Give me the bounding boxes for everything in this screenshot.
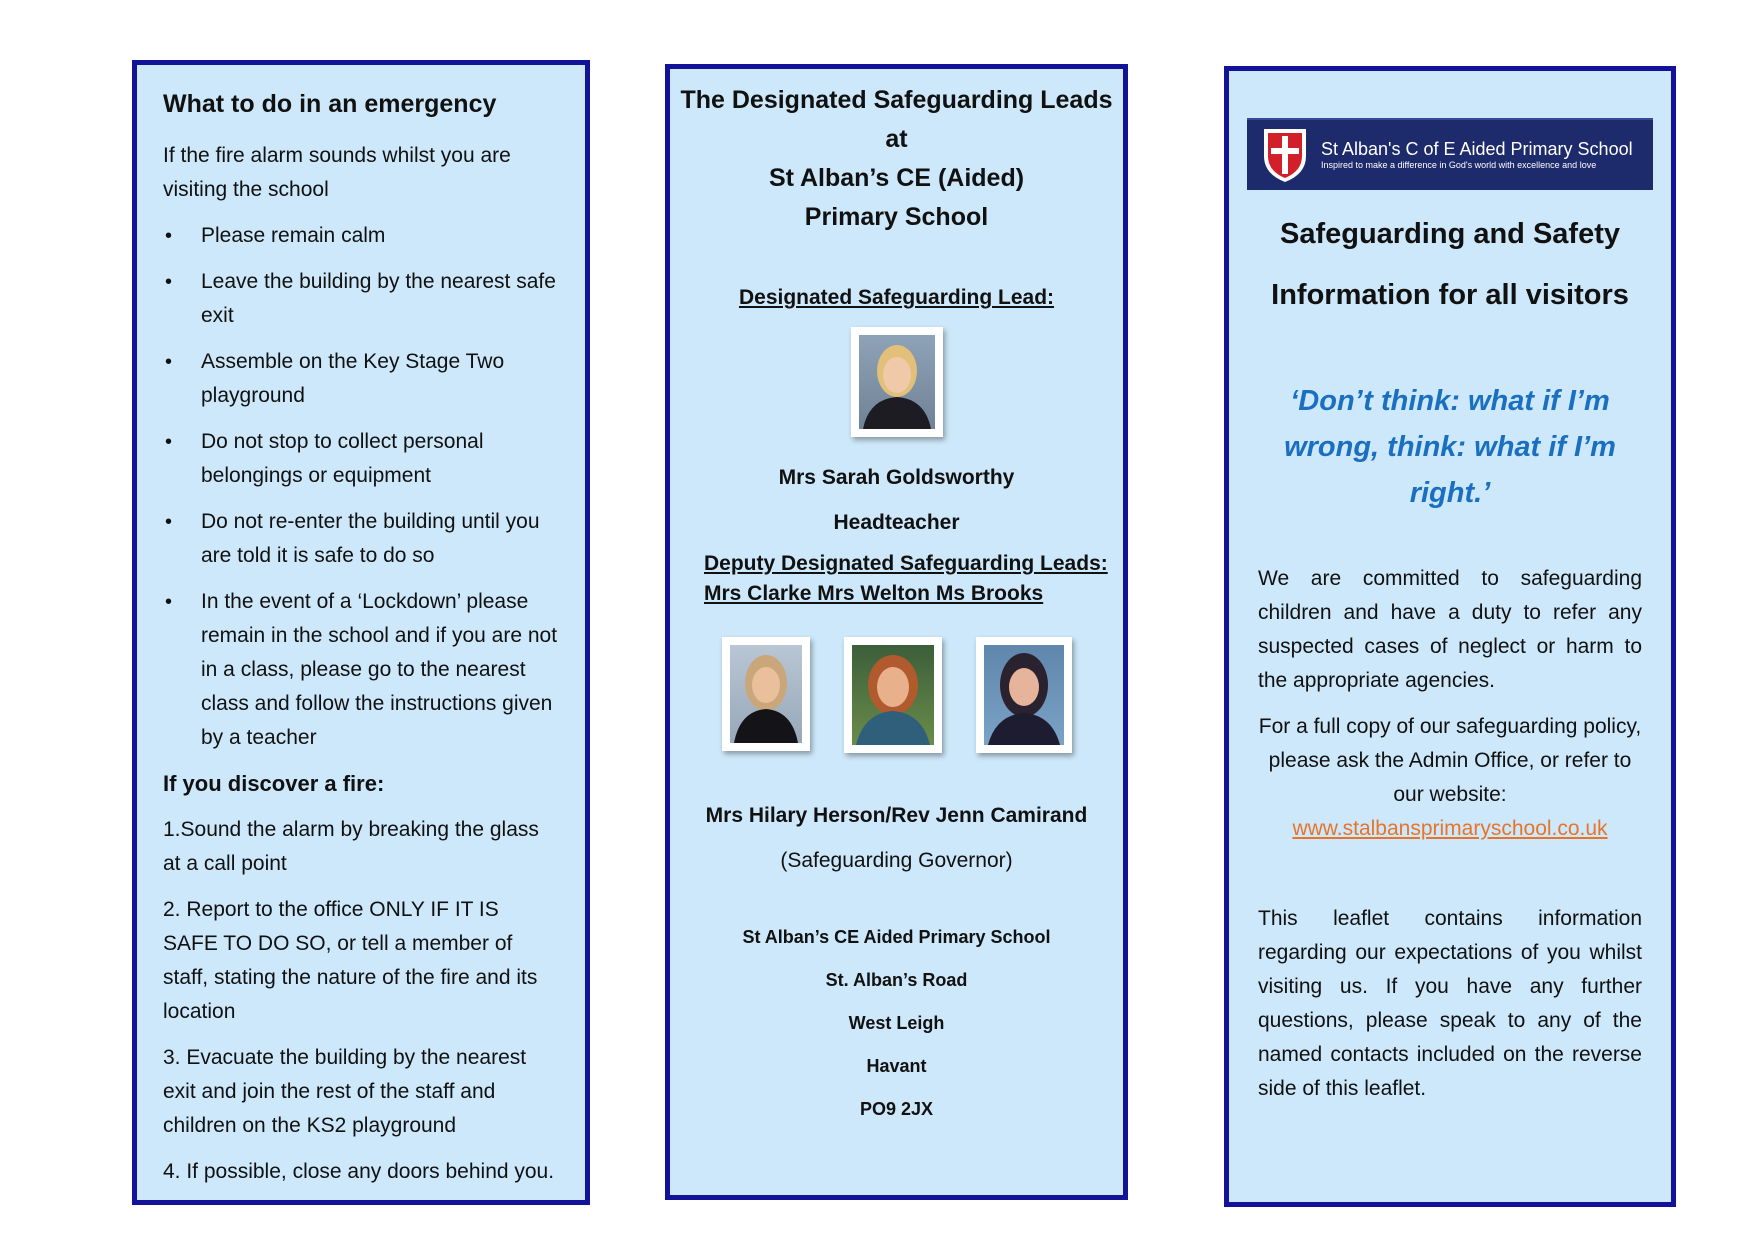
bullet-icon: • bbox=[165, 271, 173, 293]
portrait-icon bbox=[730, 645, 802, 743]
logo-school-name: St Alban's C of E Aided Primary School bbox=[1321, 139, 1633, 159]
list-item: • Please remain calm bbox=[163, 219, 559, 253]
list-item: • Do not re-enter the building until you are told it is safe to do so bbox=[163, 505, 559, 573]
bullet-icon: • bbox=[165, 225, 173, 247]
deputy-photo bbox=[976, 637, 1072, 753]
address-line: St Alban’s CE Aided Primary School bbox=[742, 927, 1051, 947]
leads-title-line: at bbox=[885, 125, 908, 153]
list-item: • Assemble on the Key Stage Two playground bbox=[163, 345, 559, 413]
leads-title-line: The Designated Safeguarding Leads bbox=[680, 86, 1113, 114]
fire-step: 1.Sound the alarm by breaking the glass at a call point bbox=[163, 818, 539, 875]
commitment-text: We are committed to safeguarding children and have a duty to refer any suspected cases of neglect or harm to the appropriate agencies. bbox=[1258, 567, 1642, 692]
shield-icon bbox=[1261, 126, 1309, 184]
leads-panel bbox=[665, 64, 1128, 1200]
governor-role: (Safeguarding Governor) bbox=[780, 849, 1013, 872]
fire-step: 3. Evacuate the building by the nearest exit and join the rest of the staff and children on the KS2 playground bbox=[163, 1046, 527, 1137]
school-logo bbox=[1247, 118, 1653, 190]
fire-step: 4. If possible, close any doors behind you. bbox=[163, 1160, 555, 1183]
deputy-names: Mrs Clarke Mrs Welton Ms Brooks bbox=[704, 582, 1044, 605]
list-item: • Leave the building by the nearest safe exit bbox=[163, 265, 559, 333]
address-line: Havant bbox=[866, 1056, 927, 1076]
dsl-heading: Designated Safeguarding Lead: bbox=[738, 286, 1055, 309]
cover-panel bbox=[1224, 66, 1676, 1207]
list-item: • In the event of a ‘Lockdown’ please remain in the school and if you are not in a class, please go to the nearest class and follow the instructions given by a teacher bbox=[163, 585, 559, 755]
portrait-icon bbox=[859, 335, 935, 429]
bullet-icon: • bbox=[165, 511, 173, 533]
fire-heading: If you discover a fire: bbox=[163, 771, 385, 796]
school-address bbox=[676, 924, 1117, 1122]
deputy-photo bbox=[844, 637, 942, 753]
address-line: St. Alban’s Road bbox=[825, 970, 968, 990]
fire-step: 2. Report to the office ONLY IF IT IS SAFE TO DO SO, or tell a member of staff, stating the nature of the fire and its location bbox=[163, 898, 538, 1023]
bullet-icon: • bbox=[165, 351, 173, 373]
list-item: • Do not stop to collect personal belongings or equipment bbox=[163, 425, 559, 493]
emergency-intro: If the fire alarm sounds whilst you are visiting the school bbox=[163, 144, 511, 201]
emergency-title: What to do in an emergency bbox=[163, 90, 497, 118]
address-line: PO9 2JX bbox=[859, 1099, 934, 1119]
logo-tagline: Inspired to make a difference in God's world with excellence and love bbox=[1321, 160, 1597, 170]
dsl-name: Mrs Sarah Goldsworthy bbox=[778, 466, 1015, 489]
dsl-photo bbox=[851, 327, 943, 437]
deputy-heading: Deputy Designated Safeguarding Leads: bbox=[704, 552, 1108, 575]
cover-title: Safeguarding and Safety Information for all visitors bbox=[1271, 218, 1629, 311]
emergency-panel bbox=[132, 60, 590, 1205]
leads-title-line: Primary School bbox=[804, 203, 989, 231]
bullet-icon: • bbox=[165, 431, 173, 453]
leads-title-line: St Alban’s CE (Aided) bbox=[768, 164, 1025, 192]
portrait-icon bbox=[984, 645, 1064, 745]
dsl-role: Headteacher bbox=[833, 511, 960, 534]
policy-text: For a full copy of our safeguarding policy, please ask the Admin Office, or refer to our website: www.stalbansprimaryschool.co.uk bbox=[1258, 715, 1642, 840]
deputy-photos bbox=[676, 637, 1117, 753]
leaflet-text: This leaflet contains information regarding our expectations of you whilst visiting us. If you have any further questions, please speak to any of the named contacts included on the reverse side of this leaflet. bbox=[1258, 907, 1642, 1100]
address-line: West Leigh bbox=[848, 1013, 945, 1033]
bullet-icon: • bbox=[165, 591, 173, 613]
governor-name: Mrs Hilary Herson/Rev Jenn Camirand bbox=[705, 804, 1088, 827]
emergency-list bbox=[163, 219, 559, 755]
cover-quote: ‘Don’t think: what if I’m wrong, think: what if I’m right.’ bbox=[1284, 385, 1616, 509]
deputy-photo bbox=[722, 637, 810, 751]
portrait-icon bbox=[852, 645, 934, 745]
website-link[interactable]: www.stalbansprimaryschool.co.uk bbox=[1292, 817, 1608, 840]
